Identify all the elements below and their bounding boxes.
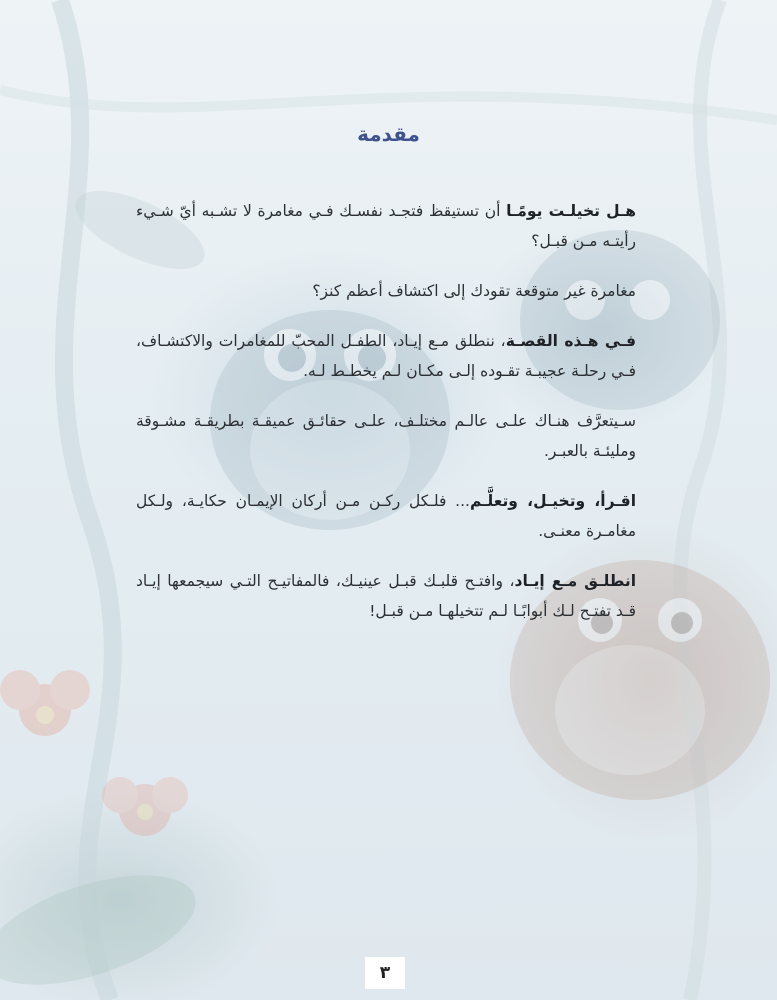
paragraph-6 [136, 566, 636, 626]
paragraph-5 [136, 486, 636, 546]
paragraph-lead: اقـرأ، وتخيـل، وتعلَّـم [469, 492, 637, 510]
flower-left [0, 670, 90, 736]
paragraph-lead: انطلـق مـع إيـاد [514, 572, 637, 590]
vine-top [0, 90, 777, 120]
vine-right [680, 0, 720, 1000]
paragraph-body: أن تستيقظ فتجـد نفسـك فـي مغامرة لا تشـبه أيّ شـيء رأيتـه مـن قبـل؟ [136, 202, 636, 250]
paragraph-body: ... فلـكل ركـن مـن أركان الإيمـان حكايـة، ولـكل مغامـرة معنـى. [136, 492, 636, 540]
paragraph-body: مغامرة غير متوقعة تقودك إلى اكتشاف أعظم كنز؟ [312, 282, 636, 300]
vine-left [60, 0, 113, 1000]
paragraph-body: ، وافتـح قلبـك قبـل عينيـك، فالمفاتيـح التـي سيجمعها إيـاد قـد تفتـح لـك أبوابًـا لـم تتخيلهـا مـن قبـل! [136, 572, 636, 620]
paragraph-lead: فـي هـذه القصـة [505, 332, 636, 350]
paragraph-2 [136, 276, 636, 306]
page-title: مقدمة [357, 122, 420, 146]
page-number: ٣ [365, 957, 405, 989]
intro-text [136, 196, 636, 646]
paragraph-body: سـيتعرَّف هنـاك علـى عالـم مختلـف، علـى حقائـق عميقـة بطريقـة مشـوقة ومليئـة بالعبـر. [136, 412, 636, 460]
paragraph-4 [136, 406, 636, 466]
paragraph-3 [136, 326, 636, 386]
paragraph-body: ، ننطلق مـع إيـاد، الطفـل المحبّ للمغامرات والاكتشـاف، فـي رحلـة عجيبـة تقـوده إلـى مكـان لـم يخطـط لـه. [136, 332, 636, 380]
paragraph-lead: هـل تخيلـت يومًـا [506, 202, 636, 220]
flower-bottom [102, 777, 188, 836]
paragraph-1 [136, 196, 636, 256]
